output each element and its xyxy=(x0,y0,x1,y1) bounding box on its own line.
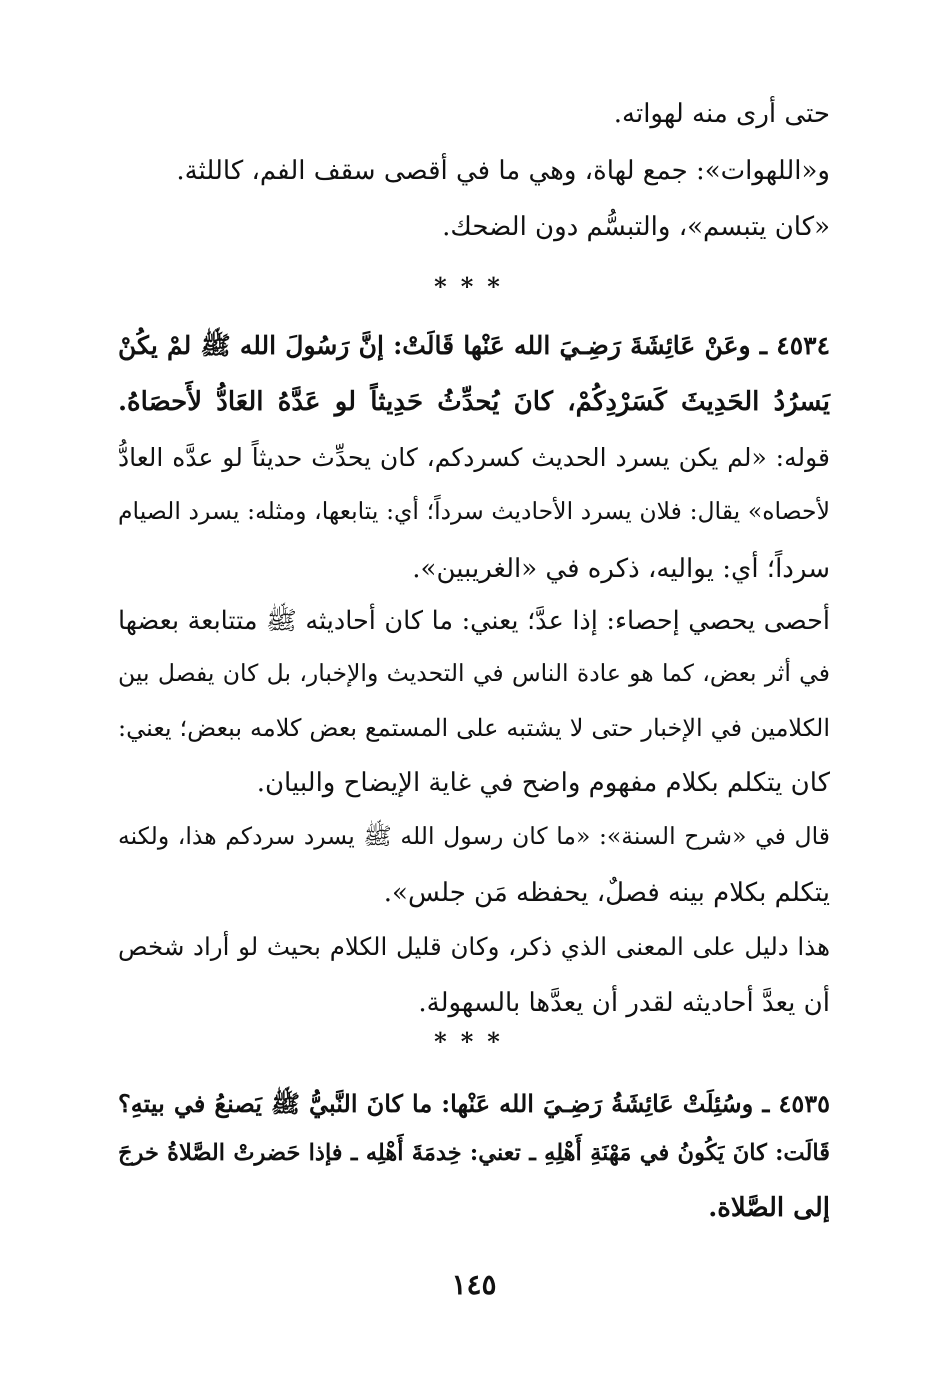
commentary-line: أحصى يحصي إحصاء: إذا عدَّ؛ يعني: ما كان أحاديثه ﷺ متتابعة بعضها xyxy=(118,606,830,636)
section-separator: *** xyxy=(434,272,514,301)
hadith-text-line: ٤٥٣٤ ـ وعَنْ عَائِشَةَ رَضِـيَ الله عَنْها قَالَتْ: إنَّ رَسُولَ الله ﷺ لمْ يكُنْ xyxy=(118,331,830,360)
text-line: و«اللهوات»: جمع لهاة، وهي ما في أقصى سقف الفم، كاللثة. xyxy=(176,156,830,186)
commentary-line: سرداً؛ أي: يواليه، ذكره في «الغريبين». xyxy=(412,554,830,584)
commentary-line: لأحصاه» يقال: فلان يسرد الأحاديث سرداً؛ أي: يتابعها، ومثله: يسرد الصيام xyxy=(118,497,830,525)
section-separator: *** xyxy=(434,1027,514,1056)
document-page xyxy=(118,0,830,1377)
commentary-line: أن يعدَّ أحاديثه لقدر أن يعدَّها بالسهولة. xyxy=(418,988,830,1018)
commentary-line: يتكلم بكلام بينه فصلٌ، يحفظه مَن جلس». xyxy=(383,878,830,908)
text-line: حتى أرى منه لهواته. xyxy=(613,99,830,129)
hadith-text-line: إلى الصَّلاة. xyxy=(708,1193,830,1223)
commentary-line: قوله: «لم يكن يسرد الحديث كسردكم، كان يحدِّث حديثاً لو عدَّه العادُّ xyxy=(118,443,830,472)
commentary-line: قال في «شرح السنة»: «ما كان رسول الله ﷺ يسرد سردكم هذا، ولكنه xyxy=(118,822,830,850)
hadith-text-line: يَسرُدُ الحَدِيثَ كَسَرْدِكُمْ، كانَ يُحدِّثُ حَدِيثاً لو عَدَّهُ العَادُّ لأَحصَاهُ. xyxy=(118,387,830,417)
commentary-line: هذا دليل على المعنى الذي ذكر، وكان قليل الكلام بحيث لو أراد شخص xyxy=(118,932,830,961)
page-number: ١٤٥ xyxy=(451,1268,497,1301)
commentary-line: في أثر بعض، كما هو عادة الناس في التحديث والإخبار، بل كان يفصل بين xyxy=(118,659,830,687)
hadith-text-line: قَالَت: كانَ يَكُونُ في مَهْنَةِ أَهْلِهِ ـ تعني: خِدمَةَ أَهْلِه ـ فإذا حَضرتْ الصَّلاةُ خرجَ xyxy=(118,1140,830,1166)
hadith-text-line: ٤٥٣٥ ـ وسُئِلَتْ عَائِشَةُ رَضِـيَ الله عَنْها: ما كانَ النَّبيُّ ﷺ يَصنعُ في بيتهِ؟ xyxy=(118,1089,830,1118)
commentary-line: الكلامين في الإخبار حتى لا يشتبه على المستمع بعض كلامه ببعض؛ يعني: xyxy=(118,714,830,742)
commentary-line: كان يتكلم بكلام مفهوم واضح في غاية الإيضاح والبيان. xyxy=(256,768,830,798)
text-line: «كان يتبسم»، والتبسُّم دون الضحك. xyxy=(442,212,830,242)
